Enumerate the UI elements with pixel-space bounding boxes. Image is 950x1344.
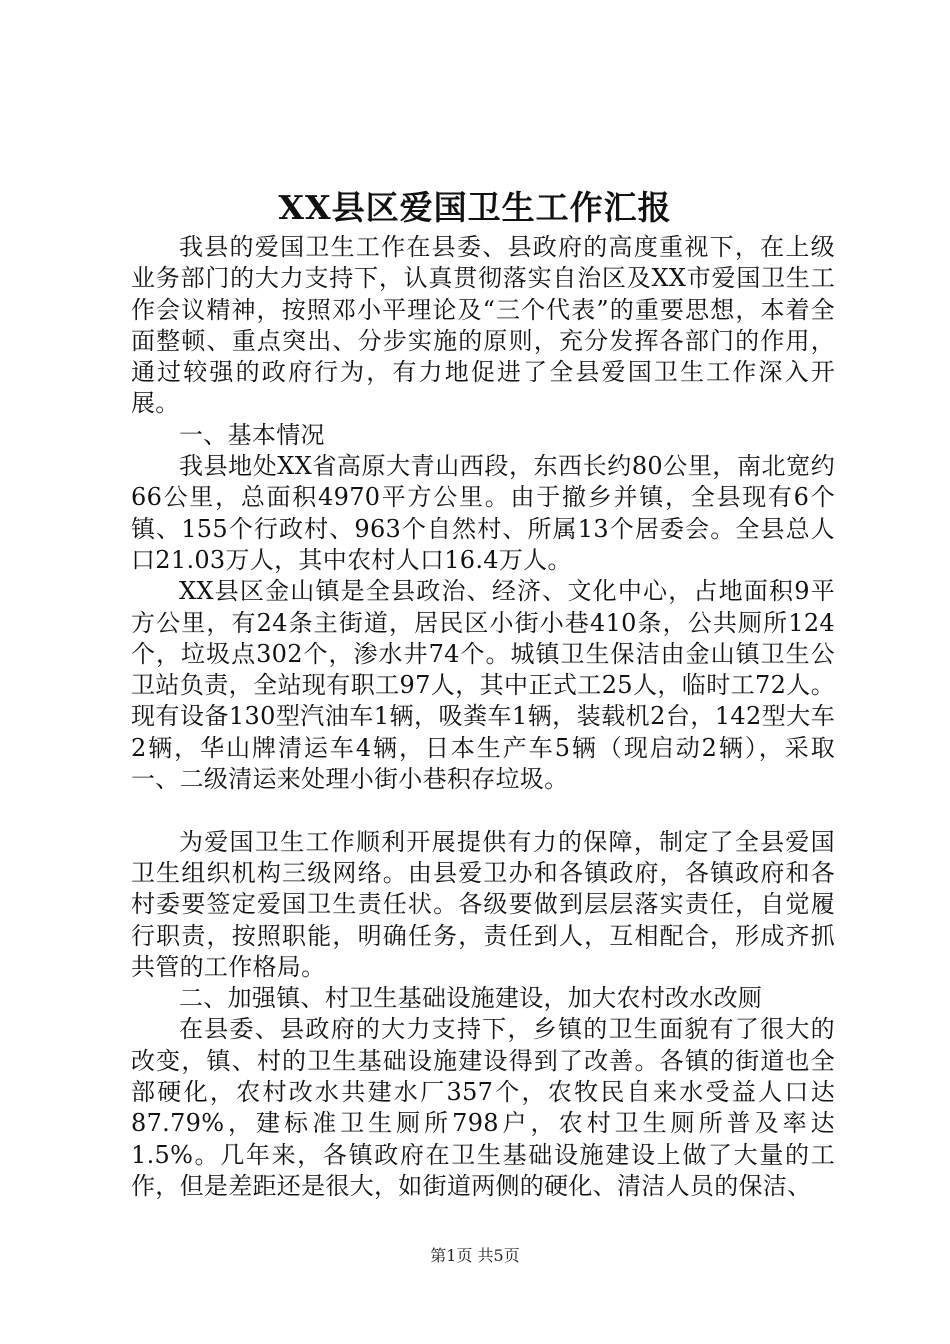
paragraph-intro: 我县的爱国卫生工作在县委、县政府的高度重视下，在上级业务部门的大力支持下，认真贯彻落实自治区及XX市爱国卫生工作会议精神，按照邓小平理论及“三个代表”的重要思想，本着全面整顿、重点突出、分步实施的原则，充分发挥各部门的作用，通过较强的政府行为，有力地促进了全县爱国卫生工作深入开展。: [131, 233, 835, 418]
page-footer: 第1页 共5页: [430, 1246, 520, 1265]
document-body: [131, 232, 835, 1202]
document-title: XX县区爱国卫生工作汇报: [278, 188, 672, 227]
section-heading-infrastructure: 二、加强镇、村卫生基础设施建设，加大农村改水改厕: [179, 984, 763, 1013]
paragraph-county-overview: 我县地处XX省高原大青山西段，东西长约80公里，南北宽约66公里，总面积4970平方公里。由于撤乡并镇，全县现有6个镇、155个行政村、963个自然村、所属13个居委会。全县总人口21.03万人，其中农村人口16.4万人。: [131, 452, 835, 574]
section-heading-basic-situation: 一、基本情况: [179, 420, 325, 449]
blank-line: [131, 795, 835, 826]
paragraph-jinshan-town: XX县区金山镇是全县政治、经济、文化中心，占地面积9平方公里，有24条主街道，居民区小街小巷410条，公共厕所124个，垃圾点302个，渗水井74个。城镇卫生保洁由金山镇卫生公卫站负责，全站现有职工97人，其中正式工25人，临时工72人。现有设备130型汽油车1辆，吸粪车1辆，装载机2台，142型大车2辆，华山牌清运车4辆，日本生产车5辆（现启动2辆），采取一、二级清运来处理小街小巷积存垃圾。: [131, 577, 835, 794]
paragraph-infrastructure: 在县委、县政府的大力支持下，乡镇的卫生面貌有了很大的改变，镇、村的卫生基础设施建设得到了改善。各镇的街道也全部硬化，农村改水共建水厂357个，农牧民自来水受益人口达87.79%，建标准卫生厕所798户，农村卫生厕所普及率达1.5%。几年来，各镇政府在卫生基础设施建设上做了大量的工作，但是差距还是很大，如街道两侧的硬化、清洁人员的保洁、: [131, 1015, 835, 1200]
paragraph-organization-network: 为爱国卫生工作顺利开展提供有力的保障，制定了全县爱国卫生组织机构三级网络。由县爱卫办和各镇政府，各镇政府和各村委要签定爱国卫生责任状。各级要做到层层落实责任，自觉履行职责，按照职能，明确任务，责任到人，互相配合，形成齐抓共管的工作格局。: [131, 827, 835, 981]
